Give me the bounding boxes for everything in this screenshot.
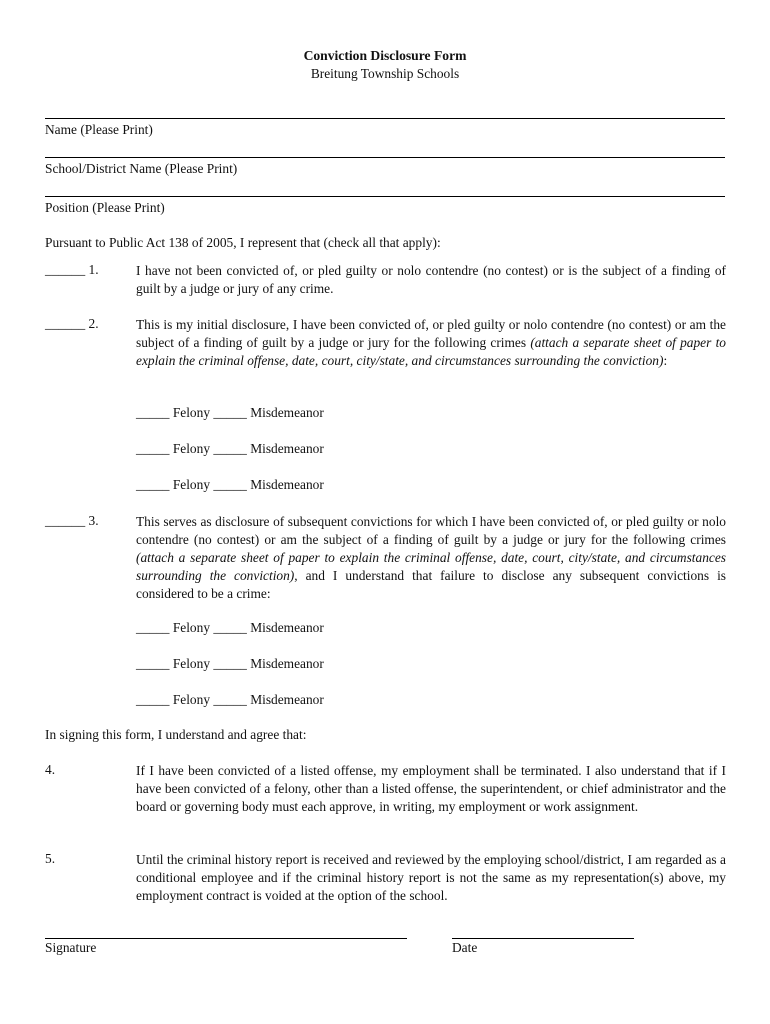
item-2-felony-misdemeanor-2[interactable]: _____ Felony _____ Misdemeanor bbox=[136, 441, 324, 456]
item-3-text-italic: (attach a separate sheet of paper to explain the criminal offense, date, court, city/state, and circumstances surrounding the conviction) bbox=[136, 550, 726, 583]
name-label: Name (Please Print) bbox=[45, 122, 153, 137]
item-2-text-main: This is my initial disclosure, I have been convicted of, or pled guilty or nolo contendre (no contest) or am the subject of a finding of guilt by a judge or jury for the following crimes bbox=[136, 317, 726, 350]
item-4-text: If I have been convicted of a listed offense, my employment shall be terminated. I also understand that if I have been convicted of a felony, other than a listed offense, the superintendent, or chief administrator and the board or governing body must each approve, in writing, my employment or work assignment. bbox=[136, 763, 726, 814]
item-2-felony-misdemeanor-1[interactable]: _____ Felony _____ Misdemeanor bbox=[136, 405, 324, 420]
item-3-felony-misdemeanor-3[interactable]: _____ Felony _____ Misdemeanor bbox=[136, 692, 324, 707]
form-title: Conviction Disclosure Form bbox=[303, 48, 467, 63]
item-2-checkbox[interactable]: ______ 2. bbox=[45, 316, 99, 331]
item-2-text bbox=[136, 316, 726, 370]
agree-intro: In signing this form, I understand and agree that: bbox=[45, 727, 307, 742]
position-label: Position (Please Print) bbox=[45, 200, 165, 215]
school-line[interactable] bbox=[45, 157, 725, 158]
date-line[interactable] bbox=[452, 938, 634, 939]
item-2-felony-misdemeanor-3[interactable]: _____ Felony _____ Misdemeanor bbox=[136, 477, 324, 492]
item-3-text-main: This serves as disclosure of subsequent convictions for which I have been convicted of, or pled guilty or nolo contendre (no contest) or am the subject of a finding of guilt by a judge or jury for the following crimes bbox=[136, 514, 726, 547]
item-3-text bbox=[136, 513, 726, 603]
item-3-text-end: , and I understand that failure to disclose any subsequent convictions is considered to be a crime: bbox=[136, 568, 726, 601]
signature-line[interactable] bbox=[45, 938, 407, 939]
item-3-checkbox[interactable]: ______ 3. bbox=[45, 513, 99, 528]
position-line[interactable] bbox=[45, 196, 725, 197]
item-2-text-italic: (attach a separate sheet of paper to explain the criminal offense, date, court, city/state, and circumstances surrounding the conviction) bbox=[136, 335, 726, 368]
name-line[interactable] bbox=[45, 118, 725, 119]
item-1-checkbox[interactable]: ______ 1. bbox=[45, 262, 99, 277]
intro-text: Pursuant to Public Act 138 of 2005, I represent that (check all that apply): bbox=[45, 235, 441, 250]
item-3-felony-misdemeanor-1[interactable]: _____ Felony _____ Misdemeanor bbox=[136, 620, 324, 635]
item-5-text: Until the criminal history report is received and reviewed by the employing school/district, I am regarded as a conditional employee and if the criminal history report is not the same as my representation(s) above, my employment contract is voided at the option of the school. bbox=[136, 852, 726, 903]
item-5-number: 5. bbox=[45, 851, 56, 866]
item-3-felony-misdemeanor-2[interactable]: _____ Felony _____ Misdemeanor bbox=[136, 656, 324, 671]
date-label: Date bbox=[452, 940, 478, 955]
school-label: School/District Name (Please Print) bbox=[45, 161, 238, 176]
form-subtitle: Breitung Township Schools bbox=[310, 66, 460, 81]
item-4-number: 4. bbox=[45, 762, 56, 777]
item-2-text-end: : bbox=[663, 353, 668, 368]
item-1-text: I have not been convicted of, or pled guilty or nolo contendre (no contest) or is the subject of a finding of guilt by a judge or jury of any crime. bbox=[136, 263, 726, 296]
signature-label: Signature bbox=[45, 940, 97, 955]
